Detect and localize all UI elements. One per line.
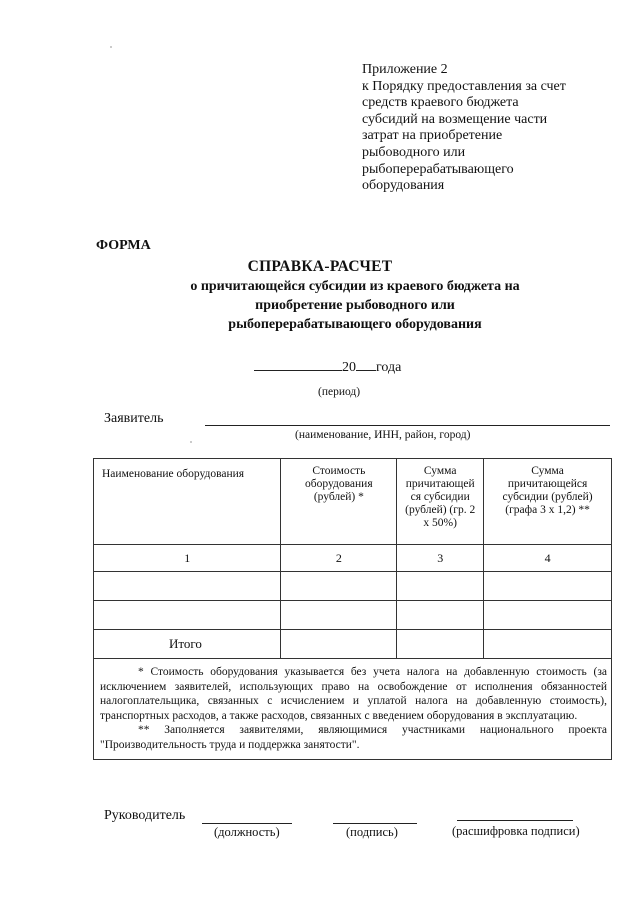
footnote-1: * Стоимость оборудования указывается без учета налога на добавленную стоимость (за исключением заявителей, использующих право на освобождение от исполнения обязанностей налогоплательщика, связанных с исчислением и уплатой налога на добавленную стоимость), транспортных расходов, а также расходов, связанных с введением оборудования в эксплуатацию.	[100, 666, 607, 722]
table-row	[94, 572, 612, 601]
period-field[interactable]	[254, 358, 401, 376]
notes-row	[94, 659, 612, 760]
applicant-label: Заявитель	[104, 411, 164, 426]
header-subsidy-amount-increased-text: Сумма причитающейся субсидии (рублей) (графа 3 х 1,2) **	[502, 465, 593, 516]
column-number: 1	[94, 545, 281, 572]
column-number: 2	[281, 545, 397, 572]
signature-caption: (подпись)	[346, 825, 398, 839]
total-cell[interactable]	[281, 630, 397, 659]
calculation-table	[93, 458, 612, 760]
table-cell[interactable]	[281, 572, 397, 601]
signature-decoding-caption: (расшифровка подписи)	[452, 824, 580, 838]
appendix-reference	[362, 62, 602, 195]
footnote-2: ** Заполняется заявителями, являющимися участниками национального проекта "Производительность труда и поддержка занятости".	[100, 724, 607, 751]
subtitle-line: приобретение рыбоводного или	[255, 298, 455, 313]
header-subsidy-amount-text: Сумма причитающей ся субсидии (рублей) (гр. 2 х 50%)	[405, 465, 476, 529]
total-cell[interactable]	[397, 630, 484, 659]
header-subsidy-amount	[397, 459, 484, 545]
scan-speck	[190, 441, 192, 443]
table-row	[94, 601, 612, 630]
period-blank[interactable]	[254, 358, 342, 371]
form-label: ФОРМА	[96, 238, 151, 253]
period-year-blank[interactable]	[356, 358, 376, 371]
table-cell[interactable]	[94, 572, 281, 601]
column-number: 3	[397, 545, 484, 572]
position-caption: (должность)	[214, 825, 280, 839]
appendix-line: субсидий на возмещение части	[362, 111, 548, 127]
total-row	[94, 630, 612, 659]
table-cell[interactable]	[484, 601, 612, 630]
signature-decoding-field[interactable]	[457, 820, 573, 821]
appendix-line: рыбоводного или	[362, 144, 466, 160]
table-cell[interactable]	[281, 601, 397, 630]
applicant-caption: (наименование, ИНН, район, город)	[295, 429, 471, 441]
signature-label: Руководитель	[104, 808, 186, 823]
column-number-row	[94, 545, 612, 572]
applicant-field[interactable]	[205, 425, 610, 426]
table-cell[interactable]	[484, 572, 612, 601]
header-equipment-cost	[281, 459, 397, 545]
period-year-prefix: 20	[342, 360, 356, 375]
total-label: Итого	[94, 630, 281, 659]
appendix-line: рыбоперерабатывающего	[362, 161, 514, 177]
table-cell[interactable]	[397, 601, 484, 630]
table-header-row	[94, 459, 612, 545]
subtitle-line: о причитающейся субсидии из краевого бюджета на	[190, 279, 520, 294]
table-cell[interactable]	[94, 601, 281, 630]
subtitle-line: рыбоперерабатывающего оборудования	[228, 317, 482, 332]
appendix-line: затрат на приобретение	[362, 128, 503, 144]
signature-field[interactable]	[333, 823, 417, 824]
position-field[interactable]	[202, 823, 292, 824]
total-cell[interactable]	[484, 630, 612, 659]
header-equipment-name: Наименование оборудования	[94, 459, 281, 545]
scan-speck	[110, 46, 112, 48]
period-caption: (период)	[318, 386, 361, 398]
document-subtitle	[100, 277, 610, 334]
document-title: СПРАВКА-РАСЧЕТ	[247, 258, 393, 275]
period-year-suffix: года	[376, 360, 402, 375]
appendix-line: Приложение 2	[362, 62, 448, 77]
header-subsidy-amount-increased	[484, 459, 612, 545]
column-number: 4	[484, 545, 612, 572]
appendix-line: оборудования	[362, 178, 445, 194]
appendix-line: средств краевого бюджета	[362, 95, 519, 111]
notes-cell	[94, 659, 612, 760]
appendix-line: к Порядку предоставления за счет	[362, 78, 566, 94]
header-equipment-cost-text: Стоимость оборудования (рублей) *	[305, 465, 373, 503]
table-cell[interactable]	[397, 572, 484, 601]
